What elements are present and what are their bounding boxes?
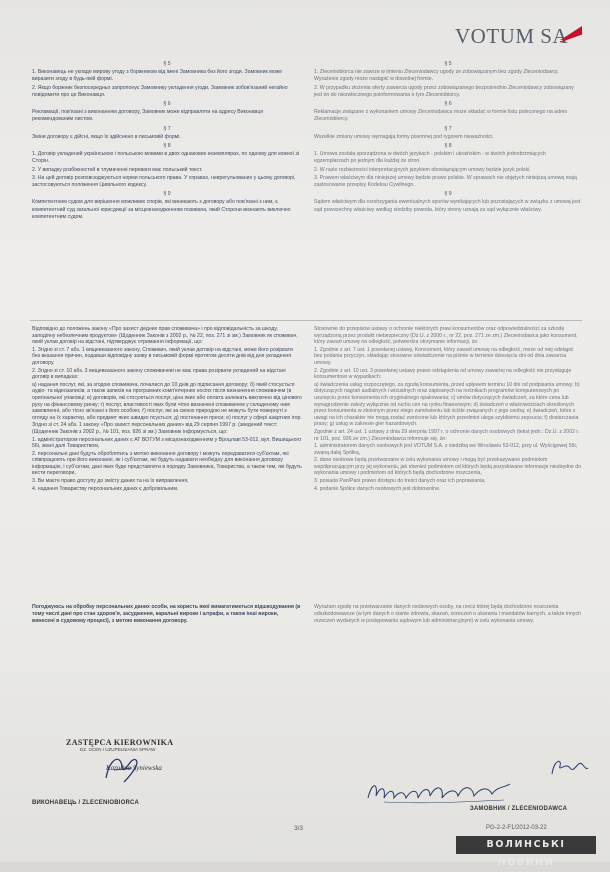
section-heading: § 9 bbox=[163, 191, 171, 198]
contractor-signature-icon bbox=[100, 748, 146, 788]
privacy-pl-column bbox=[314, 326, 582, 493]
client-signature-icon bbox=[364, 778, 514, 806]
consent-pl bbox=[314, 604, 582, 625]
votum-logo: VOTUM SA bbox=[455, 24, 569, 48]
sections-uk-column bbox=[32, 59, 302, 222]
clause: Sądem właściwym dla rozstrzygania ewentualnych sporów wynikających lub pozostających w związku z umową jest sąd powszechny właściwy według siedziby powoda, który strony uznają za sąd wyłącznie właściwy. bbox=[314, 199, 581, 213]
logo-swoosh-icon bbox=[558, 24, 584, 44]
stamp-subtitle: DZ. OCEN I UZUPEŁNIANIA SPRAW bbox=[80, 747, 156, 752]
section-heading: § 8 bbox=[444, 143, 452, 150]
clause: Wszelkie zmiany umowy wymagają formy pisemnej pod rygorem nieważności. bbox=[314, 133, 494, 140]
clause: Reklamacje związane z wykonaniem umowy Zleceniodawca może składać w formie listu poleconego na adres Zleceniobiorcy. bbox=[314, 109, 568, 123]
privacy-uk-column bbox=[32, 326, 302, 493]
clause: 4. podanie Spółce danych osobowych jest dobrowolne. bbox=[314, 485, 441, 492]
clause: 2. dane osobowe będą przetwarzane w celu wykonania umowy i mogą być przekazywane podmiotom współpracującym przy jej wykonaniu, jak również podmiotom od których będą pozyskiwane informacje niezbędne do wykonania umowy i podmiotom od których będą dochodzone roszczenia, bbox=[314, 457, 582, 477]
clause: 3. На цей договір розповсюджуються норми польського права. У справах, неврегульованих у цьому договорі, застосовуються положення Цивільного кодексу. bbox=[32, 174, 296, 189]
section-heading: § 5 bbox=[163, 61, 171, 67]
clause: 2. Згідно зі ст. 10 абз. 3 вищевказаного закону споживачеві не має права розірвати укладений на відстані договір в випадках: bbox=[32, 367, 286, 381]
section-heading: § 5 bbox=[444, 61, 452, 67]
clause: 4. надання Товариству персональних даних є добровільним. bbox=[32, 485, 179, 492]
clause: Відповідно до положень закону «Про захист дедних прав споживача» і про відповідальність за шкоду, заподіяну небезпечним продуктом» (Щоденник Законів з 2002 р., № 22, поз. 271 зі зм.) Замовник як споживач, який уклав договір на відстані, підтверджує отримання інформації, що: bbox=[32, 326, 298, 346]
clause: 2. У випадку розбіжностей в тлумаченні переваги має польський текст. bbox=[32, 166, 203, 173]
section-heading: § 6 bbox=[163, 101, 171, 108]
clause: a) świadczenia usług rozpoczętego, za zgodą konsumenta, przed upływem terminu 10 dni od podpisania umowy; b) dotyczących nagrań audialnych i wizualnych oraz zapisanych na nośnikach programów komputerowych po usunięciu przez konsumenta ich oryginalnego opakowania; c) umów dotyczących świadczeń, za które cena lub wynagrodzenie zależy wyłącznie od ruchu cen na rynku finansowym; d) świadczeń o właściwościach określonych przez konsumenta w złożonym przez niego zamówieniu lub ściśle związanych z jego osobą; e) świadczeń, które z uwagi na ich charakter nie mogą zostać zwrócone lub których przedmiot ulega szybkiemu zepsuciu; f) dostarczania prasy; g) usług w zakresie gier hazardowych. bbox=[314, 381, 580, 428]
clause: 3. Ви маєте право доступу до змісту даних та на їх виправлення, bbox=[32, 478, 189, 485]
section-heading: § 6 bbox=[444, 101, 452, 108]
clause: Рекламації, пов'язані з виконанням договору, Замовник може відправляти на адресу Виконавця рекомендованим листом. bbox=[32, 109, 264, 123]
section-heading: § 8 bbox=[163, 143, 171, 150]
clause: 1. Згідно зі ст. 7 абз. 1 вищевказаного закону, Споживач, який уклав договір на відстані, може його розірвати без вказання причин, подавши відповідну заяву в письмовій формі протягом десяти днів від дня укладення договору. bbox=[32, 346, 293, 366]
clause: Зміни договору є дійсні, якщо їх здійснено в письмовій формі. bbox=[32, 133, 181, 140]
document-code: PG-2-2-F1/2012-03-22 bbox=[486, 825, 547, 831]
consent-text: Wyrażam zgodę na przetwarzanie danych osobowych osoby, na rzecz której będą dochodzone roszczenia odszkodowawcze (w tym danych o stanie zdrowia, skazań, orzeczeń o ukaraniu i mandatów karnych, a także innych orzeczeń wydanych w postępowaniu sądowym lub administracyjnym) w celu wykonania umowy. bbox=[314, 604, 581, 624]
clause: 1. administratorem danych osobowych jest VOTUM S.A. z siedzibą we Wrocławiu 53-012, przy ul. Wyścigowej 56i, zwaną dalej Spółką, bbox=[314, 443, 578, 456]
contractor-label: ВИКОНАВЕЦЬ / ZLECENIOBIORCA bbox=[32, 800, 140, 806]
stamp-title: ZASTĘPCA KIEROWNIKA bbox=[66, 738, 174, 747]
section-heading: § 7 bbox=[444, 125, 452, 132]
clause: 1. адміністратором персональних даних є АТ ВОТУМ з місцезнаходженням у Вроцлаві 53-012, вул. Вишицького 56і, звані далі Товариством, bbox=[32, 436, 302, 450]
sections-pl-column bbox=[314, 59, 582, 215]
consent-uk bbox=[32, 604, 302, 625]
clause: 2. персональні дані будуть оброблятись з метою виконання договору і можуть передаватися суб'єктам, які співпрацюють при його виконанні, як і суб'єктам, які будуть надавати необхідну для виконання договору інформацію, і суб'єктам, дані яких буде представляти в порядку Замовника, Товариства, а також тим, які будуть вести переговори, bbox=[32, 450, 302, 477]
client-initials-icon bbox=[548, 756, 590, 778]
clause: 1. Zleceniobiorca nie zawrze w imieniu Zleceniodawcy ugody ze zobowiązanym bez zgody Zleceniodawcy. Wyrażenie zgody może nastąpić w dowolnej formie. bbox=[314, 69, 559, 83]
clause: 1. Договір укладений українською і польською мовами в двох однакових екземплярах, по одному для кожної зі Сторін. bbox=[32, 151, 299, 165]
clause: 3. posiada Pan/Pani prawo dostępu do treści danych oraz ich poprawiania, bbox=[314, 478, 486, 485]
consent-text: Погоджуюсь на обробку персональних даних особи, на користь якої вимагатиметься відшкодування (в тому числі дані про стан здоров'я, засудження, каральні вироки і штрафи, а також інші вироки, винесені в судовому процесі), з метою виконання договору. bbox=[32, 604, 301, 624]
clause: Zgodnie z art. 24 ust. 1 ustawy z dnia 29 sierpnia 1997 r. o ochronie danych osobowych (tekst jedn.: Dz.U. z 2002 r. nr 101, poz. 926 ze zm.) Zleceniodawca informuje się, że: bbox=[314, 428, 580, 442]
watermark-logo: ВОЛИНСЬКІ НОВИНИ bbox=[456, 836, 596, 854]
clause: 1. Zgodnie z art. 7 ust. 1 powołanej ustawy, Konsument, który zawarł umowę na odległość, może od niej odstąpić bez podania przyczyn, składając stosowne oświadczenie na piśmie w terminie dziesięciu dni od dnia zawarcia umowy. bbox=[314, 346, 574, 366]
section-heading: § 7 bbox=[163, 125, 171, 132]
clause: 1. Виконавець не укладе мирову угоду з боржником від імені Замовника без його згоди. Замовник може виразити згоду в будь-якій формі. bbox=[32, 69, 283, 83]
clause: 2. W razie rozbieżności interpretacyjnych językiem obowiązującym umowy będzie język polski. bbox=[314, 166, 531, 173]
clause: 1. Umowa została sporządzona w dwóch językach - polskim i ukraińskim - w dwóch jednobrzmiących egzemplarzach po jednym dla każdej ze stron. bbox=[314, 151, 546, 165]
clause: а) надання послуг, які, за згодою споживача, почалися до 10 днів до підписання договору; б) який стосується аудіо- та відеозаписів, а також записів на програмних комп'ютерних носіях після визначення споживачем (в оригінальної упаковці; в) договорів, які стосуються послуг, ціна яких або оплата залежать виключно від цінового руху на фінансовому ринку; г) послуг, властивості яких були чітко визначені споживачем у складеному ним замовленні, або тісно зв'язані з його особою; ґ) послуг, які за своєю природою не можуть бути повернуті з огляду на їх характер, або предмет яких швидко псується; д) постачання преси; е) послуг у сфері азартних ігор. bbox=[32, 381, 302, 421]
clause: 2. Якщо боржник безпосередньо запропонує Замовнику укладення угоди, Замовник зобов'язаний негайно повідомити про це Виконавця. bbox=[32, 84, 288, 98]
section-heading: § 9 bbox=[444, 191, 452, 198]
clause: 2. Zgodnie z art. 10 ust. 3 powołanej ustawy prawo odstąpienia od umowy zawartej na odległość nie przysługuje konsumentowi w wypadkach: bbox=[314, 367, 572, 381]
clause: Згідно зі ст. 24 абз. 1 закону «Про захист персональних даних» від 29 серпня 1997 р. (зведений текст: (Щоденник Законів з 2002 р., № 101, поз. 926 зі зм.) Замовник інформується, що: bbox=[32, 422, 278, 435]
clause: 3. Prawem właściwym dla niniejszej umowy będzie prawo polskie. W sprawach nie objętych niniejszą umową mają zastosowanie przepisy Kodeksu Cywilnego. bbox=[314, 174, 577, 189]
client-label: ЗАМОВНИК / ZLECENIODAWCA bbox=[470, 806, 568, 812]
stamp-name: Karolina Syniewska bbox=[106, 764, 162, 772]
clause: Stosownie do przepisów ustawy o ochronie niektórych praw konsumentów oraz odpowiedzialności za szkodę wyrządzoną przez produkt niebezpieczny (Dz.U. z 2000 r., nr 22, poz. 271 ze zm.) Zleceniodawca jako konsument, który zawarł umowę na odległość, potwierdza otrzymanie informacji, że: bbox=[314, 326, 578, 346]
divider bbox=[30, 320, 582, 321]
page-number: 3/3 bbox=[294, 825, 304, 832]
clause: 2. W przypadku złożenia oferty zawarcia ugody przez zobowiązanego bezpośrednio Zleceniodawcy zobowiązany jest on do niezwłocznego poinformowania o tym Zleceniobiorcy. bbox=[314, 84, 574, 98]
clause: Компетентним судом для вирішення можливих спорів, які виникають з договору або пов'язані з ним, є компетентний суд загальної юрисдикції за місцезнаходженням позивача, який Сторони визнають виключно компетентним судом. bbox=[32, 199, 291, 220]
